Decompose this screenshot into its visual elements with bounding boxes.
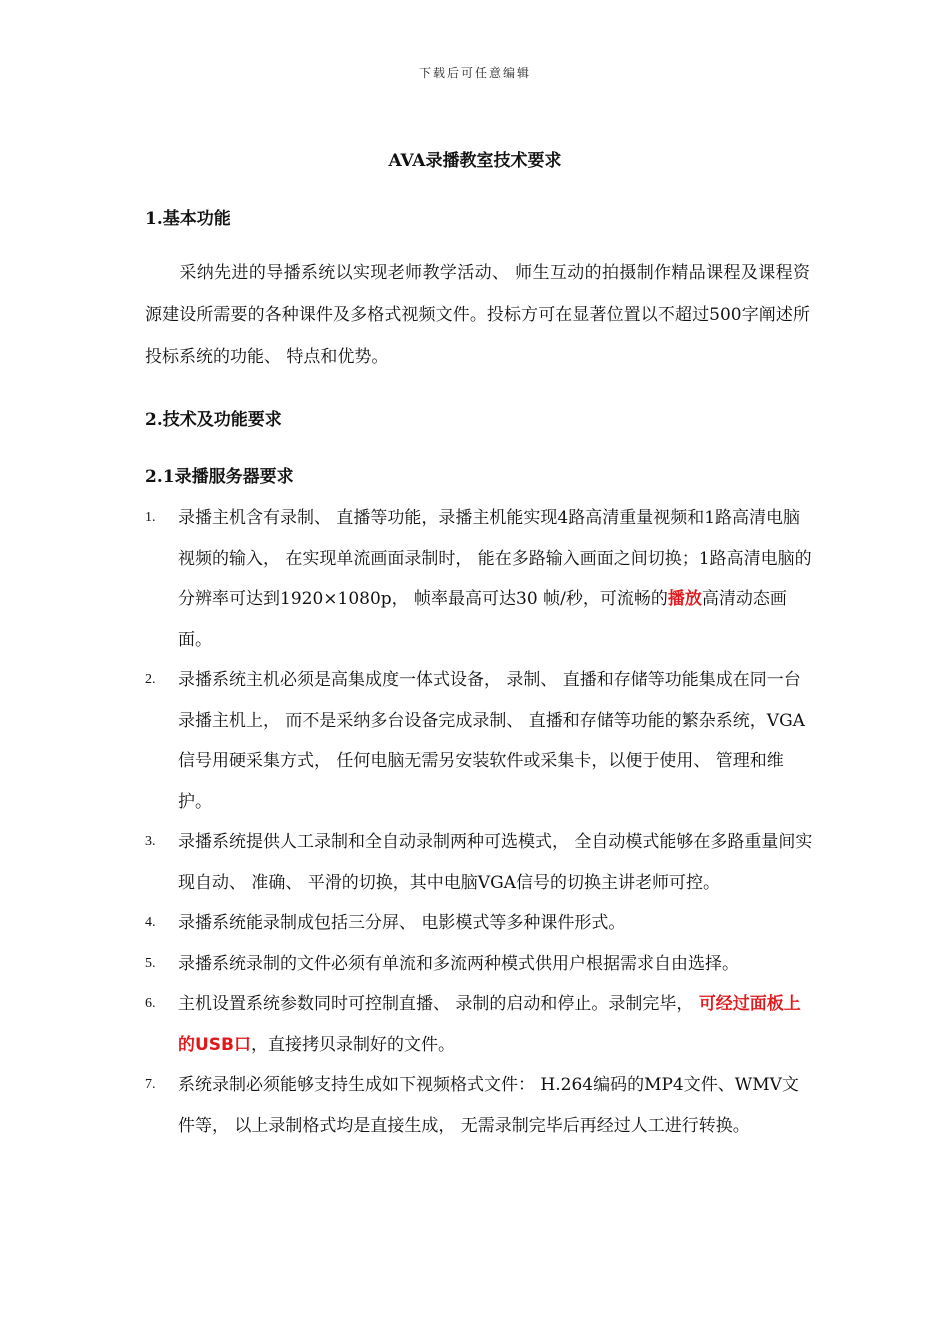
list-text: 录播主机含有录制、 直播等功能，录播主机能实现4路高清重量视频和1路高清电脑视频的输入， 在实现单流画面录制时， 能在多路输入画面之间切换；1路高清电脑的分辨率可达到1920×1080p， 帧率最高可达30 帧/秒，可流畅的 [178, 508, 812, 609]
list-item [145, 660, 815, 822]
list-number: 5. [145, 955, 156, 971]
list-number: 6. [145, 996, 156, 1011]
list-item [145, 1065, 815, 1146]
list-item [145, 822, 815, 903]
list-text: 录播系统录制的文件必须有单流和多流两种模式供用户根据需求自由选择。 [178, 953, 739, 974]
list-number: 4. [145, 915, 156, 930]
list-item [145, 984, 815, 1065]
section-2-1-heading: 2.1录播服务器要求 [145, 467, 294, 487]
section-1-heading: 1.基本功能 [145, 209, 231, 229]
requirements-list [145, 498, 815, 1146]
list-text: 录播系统主机必须是高集成度一体式设备， 录制、 直播和存储等功能集成在同一台录播主机上， 而不是采纳多台设备完成录制、 直播和存储等功能的繁杂系统，VGA信号用硬采集方式， 任何电脑无需另安装软件或采集卡，以便于使用、 管理和维护。 [178, 670, 805, 812]
highlight-text: 可经过面板上的USB口 [178, 994, 801, 1055]
highlight-text: 播放 [667, 589, 702, 609]
list-number: 7. [145, 1077, 156, 1092]
list-text: 系统录制必须能够支持生成如下视频格式文件： H.264编码的MP4文件、WMV文件等， 以上录制格式均是直接生成， 无需录制完毕后再经过人工进行转换。 [178, 1075, 799, 1136]
list-item [145, 903, 815, 944]
list-item [145, 498, 815, 660]
list-number: 3. [145, 834, 156, 849]
section-1-paragraph [145, 252, 810, 378]
list-text: 录播系统能录制成包括三分屏、 电影模式等多种课件形式。 [178, 913, 626, 933]
doc-title: AVA录播教室技术要求 [388, 151, 562, 171]
list-number: 1. [145, 510, 156, 525]
list-text-tail: ，直接拷贝录制好的文件。 [251, 1034, 456, 1055]
section-1-text: 采纳先进的导播系统以实现老师教学活动、 师生互动的拍摄制作精品课程及课程资源建设所需要的各种课件及多格式视频文件。投标方可在显著位置以不超过500字阐述所投标系统的功能、 特点和优势。 [145, 263, 810, 367]
list-text: 录播系统提供人工录制和全自动录制两种可选模式， 全自动模式能够在多路重量间实现自动、 准确、 平滑的切换，其中电脑VGA信号的切换主讲老师可控。 [178, 832, 813, 893]
list-text-tail: 高清动态画面。 [178, 589, 787, 650]
section-2-heading: 2.技术及功能要求 [145, 410, 282, 430]
list-number: 2. [145, 672, 156, 687]
list-item [145, 944, 815, 985]
page-header: 下载后可任意编辑 [418, 66, 531, 80]
list-text: 主机设置系统参数同时可控制直播、 录制的启动和停止。录制完毕， [178, 994, 699, 1014]
